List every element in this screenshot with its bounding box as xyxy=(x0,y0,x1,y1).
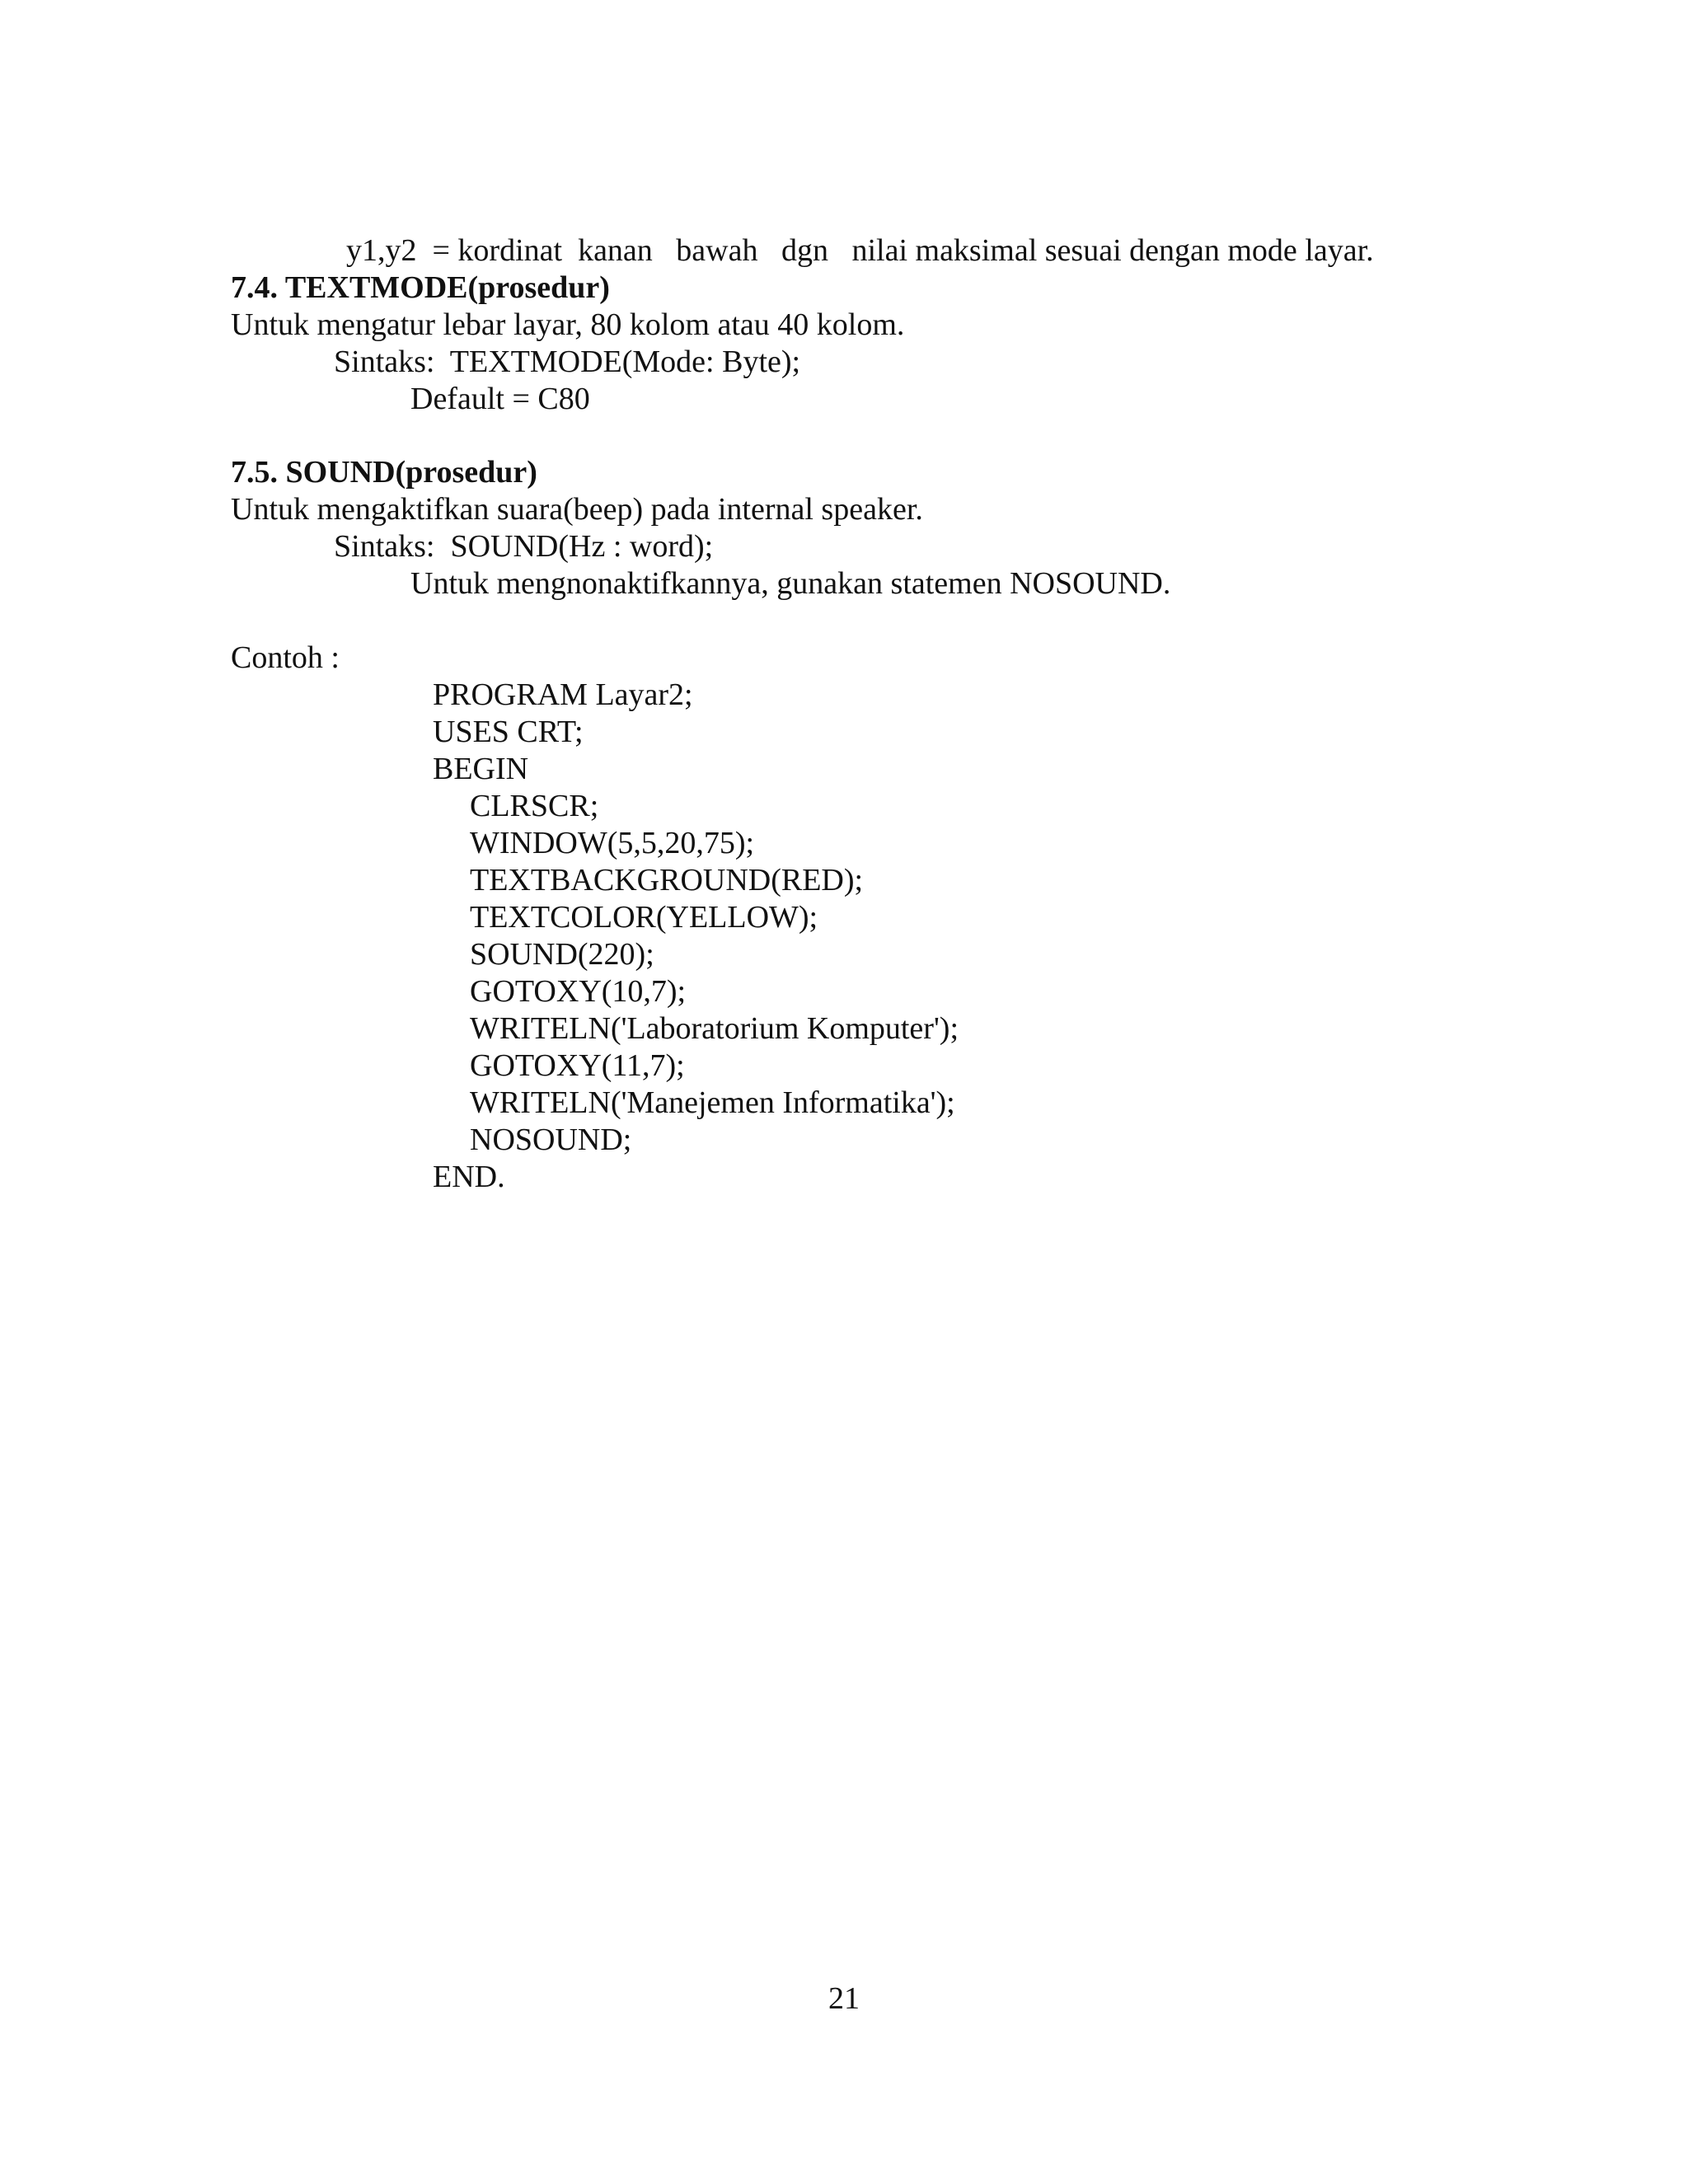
textmode-description: Untuk mengatur lebar layar, 80 kolom atau 40 kolom. xyxy=(231,307,905,342)
page-number: 21 xyxy=(828,1981,860,2016)
sound-description: Untuk mengaktifkan suara(beep) pada internal speaker. xyxy=(231,492,923,527)
code-line: GOTOXY(10,7); xyxy=(470,974,687,1009)
code-line: WRITELN('Manejemen Informatika'); xyxy=(470,1085,955,1120)
code-line: END. xyxy=(433,1160,505,1194)
sound-note: Untuk mengnonaktifkannya, gunakan statemen NOSOUND. xyxy=(410,566,1171,601)
sound-syntax: Sintaks: SOUND(Hz : word); xyxy=(334,529,714,564)
coordinate-note: y1,y2 = kordinat kanan bawah dgn nilai maksimal sesuai dengan mode layar. xyxy=(346,233,1374,268)
code-line: TEXTCOLOR(YELLOW); xyxy=(470,900,818,935)
code-line: CLRSCR; xyxy=(470,789,599,823)
textmode-default: Default = C80 xyxy=(410,382,590,416)
example-label: Contoh : xyxy=(231,640,340,675)
code-line: GOTOXY(11,7); xyxy=(470,1048,685,1083)
code-line: WINDOW(5,5,20,75); xyxy=(470,826,755,860)
code-line: NOSOUND; xyxy=(470,1122,632,1157)
section-heading-textmode: 7.4. TEXTMODE(prosedur) xyxy=(231,270,610,305)
code-line: TEXTBACKGROUND(RED); xyxy=(470,863,864,898)
code-line: SOUND(220); xyxy=(470,937,654,972)
code-line: PROGRAM Layar2; xyxy=(433,677,693,712)
textmode-syntax: Sintaks: TEXTMODE(Mode: Byte); xyxy=(334,344,801,379)
code-line: USES CRT; xyxy=(433,715,584,749)
section-heading-sound: 7.5. SOUND(prosedur) xyxy=(231,455,537,490)
code-line: WRITELN('Laboratorium Komputer'); xyxy=(470,1011,959,1046)
code-line: BEGIN xyxy=(433,752,529,786)
